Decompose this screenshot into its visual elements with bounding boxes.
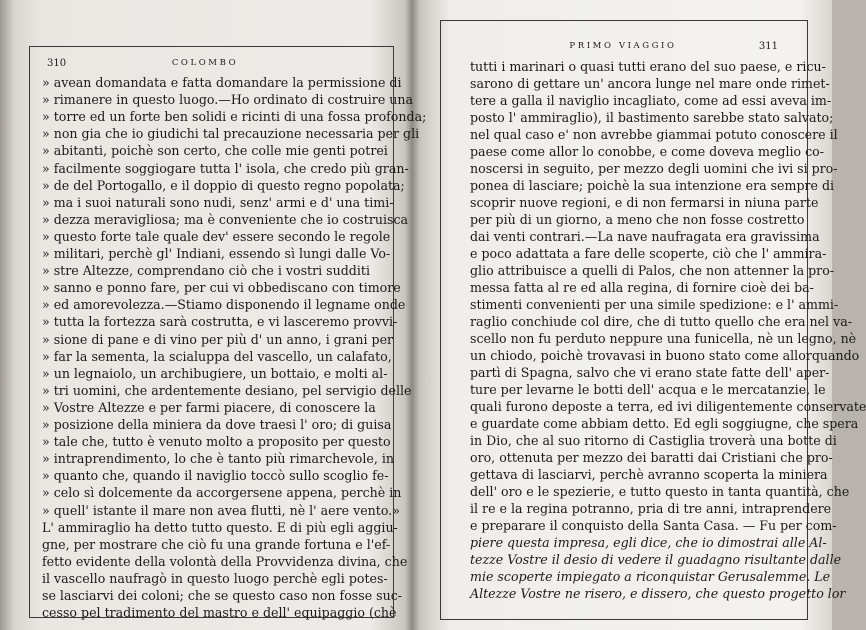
page-number: 310 [47,58,67,69]
text-line: » ma i suoi naturali sono nudi, senz' armi e d' una timi- [42,194,394,210]
text-line: nel qual caso e' non avrebbe giammai potuto conoscere il [470,127,838,142]
text-line: L' ammiraglio ha detto tutto questo. E di più egli aggiu- [42,519,398,535]
text-line: scoprir nuove regioni, e di non fermarsi in niuna parte [470,195,819,210]
text-line: messa fatta al re ed alla regina, di fornire cioè dei ba- [470,280,814,295]
text-line: stimenti convenienti per una simile spedizione: e l' ammi- [470,297,839,312]
text-line: Altezze Vostre ne risero, e dissero, che questo progetto lor [470,586,846,601]
text-line: » abitanti, poichè son certo, che colle mie genti potrei [42,143,388,159]
text-line: un chiodo, poichè trovavasi in buono stato come allorquando [470,348,860,363]
text-line: gettava di lasciarvi, perchè avranno scoperta la miniera [470,467,828,482]
text-line: noscersi in seguito, per mezzo degli uomini che ivi si pro- [470,161,838,176]
text-line: dai venti contrari.—La nave naufragata era gravissima [470,229,820,244]
text-line: ture per levarne le botti dell' acqua e le mercatanzie, le [470,382,826,397]
text-line: il re e la regina potranno, pria di tre anni, intraprendere [470,501,832,516]
text-line: e preparare il conquisto della Santa Casa. — Fu per com- [470,518,837,533]
text-line: posto l' ammiraglio), il bastimento sarebbe stato salvato; [470,110,834,125]
text-line: glio attribuisce a quelli di Palos, che non attenner la pro- [470,263,835,278]
text-line: » quanto che, quando il naviglio toccò sullo scoglio fe- [42,468,389,484]
text-line: e poco adattata a fare delle scoperte, ciò che l' ammira- [470,246,827,261]
text-line: » un legnaiolo, un archibugiere, un bottaio, e molti al- [42,365,388,381]
text-line: fetto evidente della volontà della Provvidenza divina, che [42,553,408,569]
text-line: partì di Spagna, salvo che vi erano state fatte dell' aper- [470,365,830,380]
running-head: COLOMBO [171,58,239,68]
text-line: » dezza meravigliosa; ma è conveniente che io costruisca [42,211,409,227]
text-line: » questo forte tale quale dev' essere secondo le regole [42,228,391,244]
text-line: tutti i marinari o quasi tutti erano del suo paese, e ricu- [470,59,826,74]
text-line: in Dio, che al suo ritorno di Castiglia troverà una botte di [470,433,837,448]
running-head: PRIMO VIAGGIO [569,41,677,51]
text-line: » quell' istante il mare non avea flutti, nè l' aere vento.» [42,502,400,518]
text-line: oro, ottenuta per mezzo dei baratti dai Cristiani che pro- [470,450,833,465]
text-line: » stre Altezze, comprendano ciò che i vostri sudditi [42,263,370,279]
text-line: » avean domandata e fatta domandare la permissione di [42,75,402,90]
text-line: » sanno e ponno fare, per cui vi obbediscano con timore [42,280,401,296]
text-line: paese come allor lo conobbe, e come doveva meglio co- [470,144,824,159]
page-header [0,58,410,72]
text-line: » tutta la fortezza sarà costrutta, e vi lasceremo provvi- [42,314,398,330]
text-line: » celo sì dolcemente da accorgersene appena, perchè in [42,485,402,501]
text-line: mie scoperte impiegato a riconquistar Gerusalemme. Le [470,569,831,584]
text-line: e guardate come abbiam detto. Ed egli soggiugne, che spera [470,416,859,431]
text-line: se lasciarvi dei coloni; che se questo caso non fosse suc- [42,588,403,603]
text-line: » militari, perchè gl' Indiani, essendo sì lungi dalle Vo- [42,246,391,261]
text-line: sarono di gettare un' ancora lunge nel mare onde rimet- [470,76,830,91]
text-line: raglio conchiude col dire, che di tutto quello che era nel va- [470,314,852,329]
page-number: 311 [758,41,778,52]
text-line: gne, per mostrare che ciò fu una grande fortuna e l'ef- [42,536,391,552]
text-line: » ed amorevolezza.—Stiamo disponendo il legname onde [42,297,406,313]
text-line: tere a galla il naviglio incagliato, come ad essi aveva im- [470,93,832,108]
text-line: » non gia che io giudichi tal precauzione necessaria per gli [42,126,420,142]
left-page [0,0,427,630]
text-line: tezze Vostre il desio di vedere il guadagno risultante dalle [470,552,842,567]
text-line: » de del Portogallo, e il doppio di questo regno popolata; [42,177,405,193]
text-line: » posizione della miniera da dove traesi l' oro; di guisa [42,417,392,432]
text-line: per più di un giorno, a meno che non fosse costretto [470,212,805,227]
text-line: » tri uomini, che ardentemente desiano, pel servigio delle [42,382,412,398]
text-line: » intraprendimento, lo che è tanto più rimarchevole, in [42,451,395,467]
text-line: » sione di pane e di vino per più d' un anno, i grani per [42,331,394,347]
text-line: quali furono deposte a terra, ed ivi diligentemente conservate [470,399,866,414]
text-line: » facilmente soggiogare tutta l' isola, che credo più gran- [42,160,409,176]
text-line: » rimanere in questo luogo.—Ho ordinato di costruire una [42,92,414,108]
text-line: dell' oro e le spezierie, e tutto questo in tanta quantità, che [470,484,850,499]
text-line: piere questa impresa, egli dice, che io dimostrai alle Al- [470,535,827,550]
text-line: cesso pel tradimento del mastro e dell' equipaggio (chè [42,605,397,621]
text-line: » torre ed un forte ben solidi e ricinti di una fossa profonda; [42,109,427,125]
text-line: poneа di lasciare; poichè la sua intenzione era sempre di [470,178,835,193]
text-line: » Vostre Altezze e per farmi piacere, di conoscere la [42,399,376,415]
text-line: scello non fu perduto neppure una funicella, nè un legno, nè [470,331,857,346]
right-page [414,0,866,630]
text-line: » far la sementa, la scialuppa del vascello, un calafato, [42,348,392,364]
page-header [414,41,832,55]
text-line: il vascello naufragò in questo luogo perchè egli potes- [42,570,388,586]
text-line: » tale che, tutto è venuto molto a proposito per questo [42,434,391,450]
